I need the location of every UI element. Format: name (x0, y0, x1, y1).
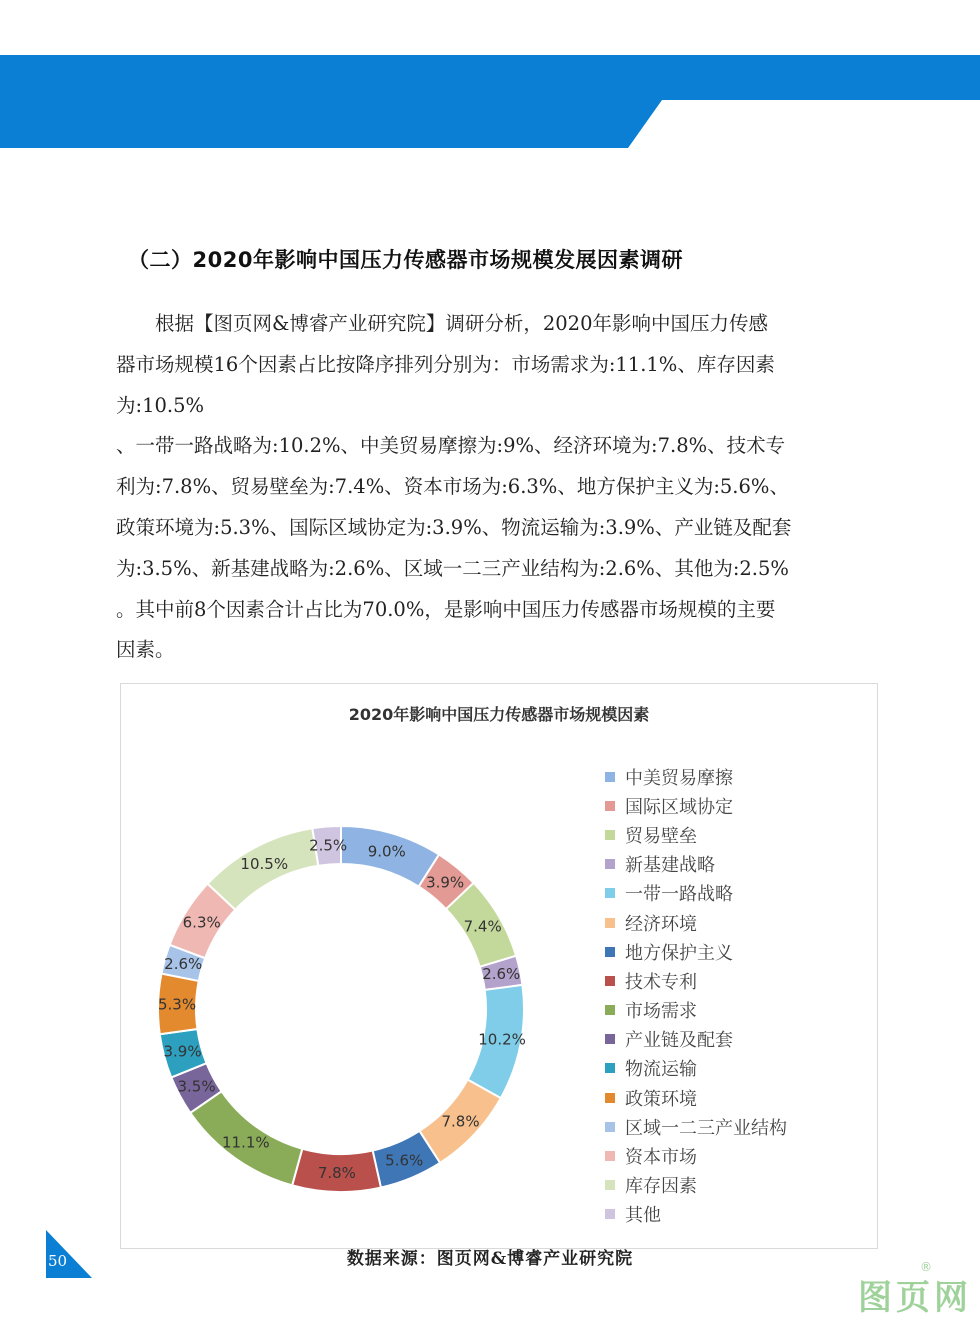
slice-label: 6.3% (182, 913, 221, 932)
legend-label: 技术专利 (625, 971, 697, 993)
legend-item (605, 1054, 787, 1083)
legend-swatch (605, 772, 615, 782)
legend-swatch (605, 1005, 615, 1015)
watermark-logo: 图页网 (858, 1278, 972, 1318)
chart-container (120, 683, 878, 1249)
legend-swatch (605, 1122, 615, 1132)
legend-label: 新基建战略 (625, 855, 715, 877)
header-banner (0, 0, 980, 150)
legend-item (605, 996, 787, 1025)
legend-item (605, 908, 787, 937)
slice-label: 2.6% (482, 965, 521, 984)
legend-swatch (605, 859, 615, 869)
paragraph-line: 因素。 (116, 638, 175, 662)
legend-swatch (605, 947, 615, 957)
paragraph-line: 利为:7.8%、贸易壁垒为:7.4%、资本市场为:6.3%、地方保护主义为:5.6%、 (116, 475, 789, 499)
chart-legend (605, 762, 787, 1229)
body-paragraph (116, 304, 866, 671)
legend-swatch (605, 918, 615, 928)
legend-swatch (605, 1209, 615, 1219)
legend-label: 其他 (625, 1205, 661, 1227)
legend-swatch (605, 1180, 615, 1190)
legend-label: 物流运输 (625, 1059, 697, 1081)
paragraph-line: 。其中前8个因素合计占比为70.0%，是影响中国压力传感器市场规模的主要 (116, 597, 776, 621)
slice-label: 7.4% (463, 917, 502, 936)
chart-title: 2020年影响中国压力传感器市场规模因素 (348, 705, 650, 724)
legend-item (605, 1171, 787, 1200)
legend-swatch (605, 1034, 615, 1044)
legend-label: 经济环境 (625, 913, 697, 935)
legend-item (605, 820, 787, 849)
slice-label: 10.2% (478, 1030, 526, 1049)
slice-label: 5.3% (158, 995, 197, 1014)
legend-label: 贸易壁垒 (625, 825, 697, 847)
legend-swatch (605, 976, 615, 986)
legend-swatch (605, 830, 615, 840)
slice-label: 9.0% (367, 842, 406, 861)
paragraph-line: 为:3.5%、新基建战略为:2.6%、区域一二三产业结构为:2.6%、其他为:2.5% (116, 556, 789, 580)
legend-item (605, 937, 787, 966)
legend-label: 地方保护主义 (625, 942, 733, 964)
paragraph-line: 器市场规模16个因素占比按降序排列分别为：市场需求为:11.1%、库存因素 (116, 352, 775, 376)
legend-label: 一带一路战略 (625, 884, 733, 906)
legend-label: 产业链及配套 (625, 1030, 733, 1052)
slice-label: 3.9% (163, 1042, 202, 1061)
paragraph-line: 根据【图页网&博睿产业研究院】调研分析，2020年影响中国压力传感 (155, 312, 768, 335)
legend-swatch (605, 1151, 615, 1161)
slice-label: 5.6% (385, 1151, 424, 1170)
legend-label: 政策环境 (625, 1088, 697, 1110)
legend-item (605, 762, 787, 791)
legend-item (605, 791, 787, 820)
paragraph-line: 为:10.5% (116, 393, 205, 417)
slice-label: 3.9% (426, 873, 465, 892)
legend-item (605, 1141, 787, 1170)
legend-item (605, 966, 787, 995)
legend-item (605, 1112, 787, 1141)
legend-label: 资本市场 (625, 1147, 697, 1169)
legend-swatch (605, 1063, 615, 1073)
paragraph-line: 、一带一路战略为:10.2%、中美贸易摩擦为:9%、经济环境为:7.8%、技术专 (116, 434, 786, 458)
slice-label: 3.5% (177, 1077, 216, 1096)
slice-label: 7.8% (317, 1163, 356, 1182)
legend-item (605, 1083, 787, 1112)
legend-swatch (605, 801, 615, 811)
legend-label: 库存因素 (625, 1176, 697, 1198)
legend-item (605, 1200, 787, 1229)
legend-swatch (605, 1093, 615, 1103)
slice-label: 2.6% (164, 955, 203, 974)
legend-item (605, 1025, 787, 1054)
legend-label: 市场需求 (625, 1001, 697, 1023)
legend-swatch (605, 888, 615, 898)
slice-label: 11.1% (222, 1133, 270, 1152)
page-number: 50 (48, 1252, 68, 1270)
legend-item (605, 850, 787, 879)
slice-label: 10.5% (240, 855, 289, 874)
donut-chart (121, 684, 601, 1248)
section-title: （二）2020年影响中国压力传感器市场规模发展因素调研 (128, 248, 683, 272)
slice-label: 7.8% (441, 1112, 480, 1131)
paragraph-line: 政策环境为:5.3%、国际区域协定为:3.9%、物流运输为:3.9%、产业链及配套 (116, 515, 792, 539)
data-source: 数据来源：图页网&博睿产业研究院 (346, 1249, 634, 1269)
registered-mark: ® (920, 1260, 932, 1274)
legend-label: 中美贸易摩擦 (625, 767, 733, 789)
slice-label: 2.5% (309, 836, 348, 855)
legend-label: 国际区域协定 (625, 796, 733, 818)
legend-item (605, 879, 787, 908)
legend-label: 区域一二三产业结构 (625, 1117, 787, 1139)
